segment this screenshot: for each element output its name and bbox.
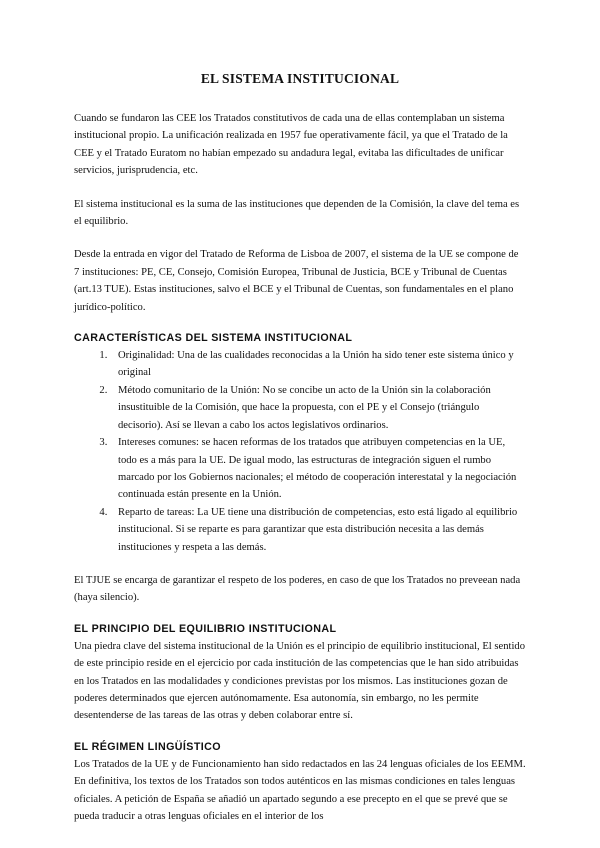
section-heading-regimen: EL RÉGIMEN LINGÜÍSTICO [74, 740, 221, 753]
document-title: EL SISTEMA INSTITUCIONAL [200, 71, 400, 86]
list-item: 2. Método comunitario de la Unión: No se concibe un acto de la Unión sin la colaboración insustituible de la Comisión, que hace la propuesta, con el PE y el Consejo (triángulo decisorio). Así se llevan a cabo los actos legislativos ordinarios. [110, 382, 526, 434]
regimen-paragraph: Los Tratados de la UE y de Funcionamiento han sido redactados en las 24 lenguas oficiales de los EEMM. En definitiva, los textos de los Tratados son todos auténticos en las mismas condiciones en tales lenguas oficiales. A petición de España se añadió un apartado segundo a ese precepto en el que se prevé que se pueda traducir a otras lenguas oficiales en el interior de los [74, 758, 526, 822]
section-heading-equilibrio: EL PRINCIPIO DEL EQUILIBRIO INSTITUCIONAL [74, 622, 337, 635]
list-item: 1. Originalidad: Una de las cualidades reconocidas a la Unión ha sido tener este sistema único y original [110, 347, 526, 382]
section-heading-caracteristicas: CARACTERÍSTICAS DEL SISTEMA INSTITUCIONAL [74, 332, 353, 345]
equilibrio-paragraph: Una piedra clave del sistema institucional de la Unión es el principio de equilibrio institucional, El sentido de este principio reside en el ejercicio por cada institución de las competencias que le han sido atribuidas en los Tratados en las modalidades y condiciones previstas por los mismos. Las instituciones gozan de poderes determinados que ejercen autónomamente. Esa autonomía, sin embargo, no les permite desentenderse de las tareas de las otras y deben colaborar entre sí. [74, 640, 526, 722]
list-item: 3. Intereses comunes: se hacen reformas de los tratados que atribuyen competencias en la UE, todo es a más para la UE. De igual modo, las estructuras de integración siguen el rumbo marcado por los Gobiernos nacionales; el método de cooperación interestatal y la negociación continuada están presente en la Unión. [110, 434, 526, 504]
caracteristicas-list [74, 347, 526, 556]
tjue-paragraph: El TJUE se encarga de garantizar el respeto de los poderes, en caso de que los Tratados no preveean nada (haya silencio). [74, 574, 521, 604]
document-body [74, 70, 526, 841]
list-item: 4. Reparto de tareas: La UE tiene una distribución de competencias, esto está ligado al equilibrio institucional. Si se reparte es para garantizar que esta distribución necesita a las demás instituciones y respeta a las demás. [110, 504, 526, 556]
lisbon-paragraph: Desde la entrada en vigor del Tratado de Reforma de Lisboa de 2007, el sistema de la UE se compone de 7 instituciones: PE, CE, Consejo, Comisión Europea, Tribunal de Justicia, BCE y Tribunal de Cuentas (art.13 TUE). Estas instituciones, salvo el BCE y el Tribunal de Cuentas, son fundamentales en el plano jurídico-político. [74, 249, 519, 313]
intro-paragraph: Cuando se fundaron las CEE los Tratados constitutivos de cada una de ellas contemplaban un sistema institucional propio. La unificación realizada en 1957 fue operativamente fácil, ya que el Tratado de la CEE y el Tratado Euratom no habían empezado su andadura legal, evitaba las dificultades de unificar servicios, jurisprudencia, etc. [74, 113, 508, 177]
definition-paragraph: El sistema institucional es la suma de las instituciones que dependen de la Comisión, la clave del tema es el equilibrio. [74, 198, 520, 228]
